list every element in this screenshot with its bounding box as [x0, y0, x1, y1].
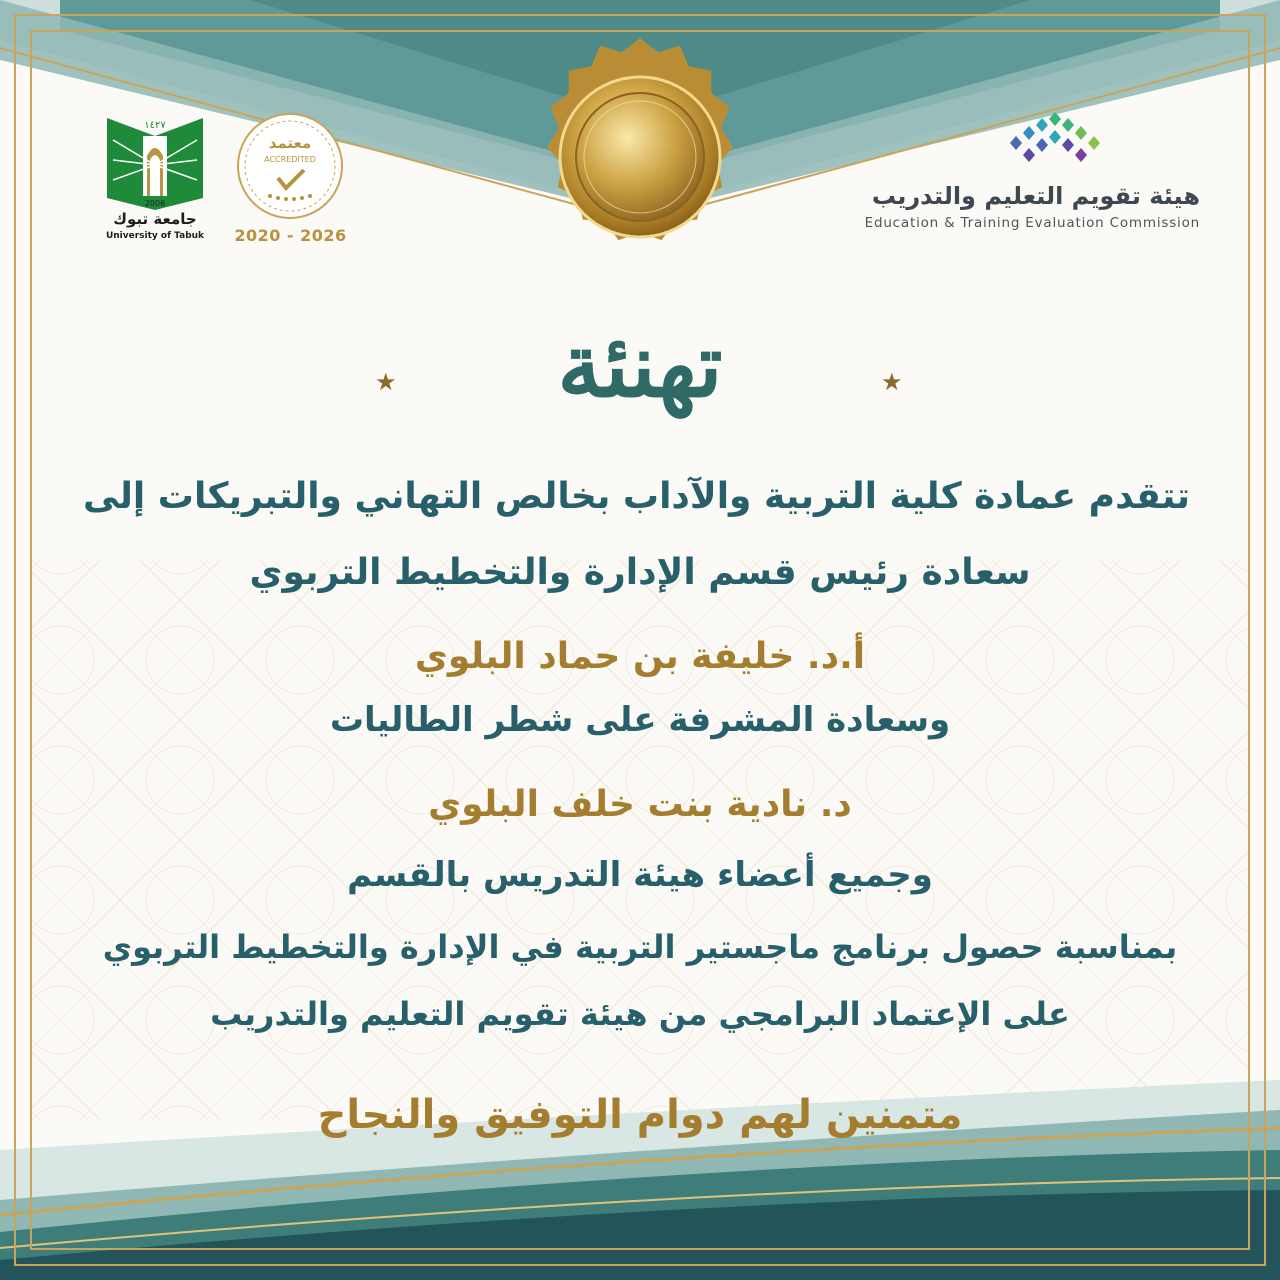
accreditation-seal: [228, 110, 353, 250]
message-line-accreditation: على الإعتماد البرامجي من هيئة تقويم التعليم والتدريب: [210, 995, 1070, 1033]
message-line-supervisor: وسعادة المشرفة على شطر الطاليات: [329, 700, 951, 740]
message-line-occasion: بمناسبة حصول برنامج ماجستير التربية في الإدارة والتخطيط التربوي: [102, 928, 1178, 966]
svg-text:معتمد: معتمد: [268, 134, 312, 152]
etec-english-name: Education & Training Evaluation Commission: [864, 215, 1200, 231]
accredited-seal-icon: [228, 110, 353, 222]
etec-arabic-name: هيئة تقويم التعليم والتدريب: [871, 182, 1200, 210]
tabuk-arabic-name: جامعة تبوك: [113, 210, 197, 228]
svg-text:١٤٢٧: ١٤٢٧: [144, 120, 166, 131]
message-line-supervisor-name: د. نادية بنت خلف البلوي: [428, 784, 852, 825]
message-line-department-head: سعادة رئيس قسم الإدارة والتخطيط التربوي: [249, 552, 1031, 593]
congratulations-title: تهنئة: [557, 313, 723, 417]
etec-diamonds-icon: [1000, 110, 1110, 170]
message-line-faculty: وجميع أعضاء هيئة التدريس بالقسم: [347, 855, 933, 895]
etec-logo: [860, 110, 1210, 240]
university-of-tabuk-logo: [95, 110, 215, 250]
message-line-intro: تتقدم عمادة كلية التربية والآداب بخالص التهاني والتبريكات إلى: [82, 476, 1190, 517]
svg-text:2006: 2006: [144, 199, 166, 208]
message-line-wishes: متمنين لهم دوام التوفيق والنجاح: [317, 1092, 963, 1138]
star-right-icon: ★: [881, 368, 903, 396]
tabuk-english-name: University of Tabuk: [105, 231, 205, 241]
message-line-head-name: أ.د. خليفة بن حماد البلوي: [414, 636, 866, 677]
accreditation-years: 2020 - 2026: [234, 226, 347, 245]
star-left-icon: ★: [375, 368, 397, 396]
tabuk-emblem-icon: [95, 110, 215, 210]
svg-text:ACCREDITED: ACCREDITED: [264, 155, 316, 164]
